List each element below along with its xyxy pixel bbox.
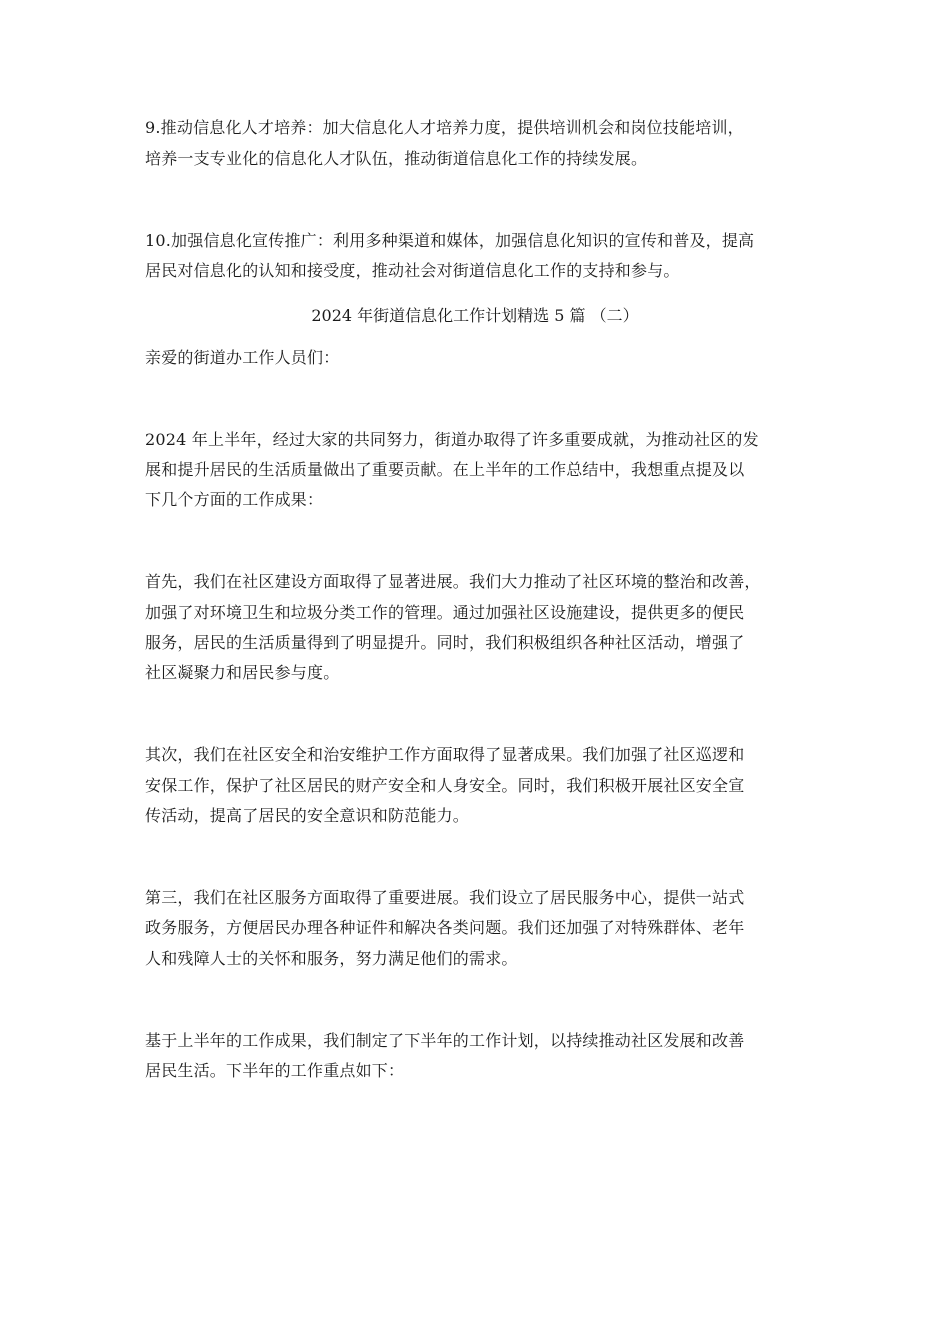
text-line: 基于上半年的工作成果，我们制定了下半年的工作计划，以持续推动社区发展和改善	[145, 1031, 745, 1050]
text-line: 加强了对环境卫生和垃圾分类工作的管理。通过加强社区设施建设，提供更多的便民	[145, 603, 745, 622]
text-line: 2024 年上半年，经过大家的共同努力，街道办取得了许多重要成就，为推动社区的发	[145, 430, 759, 449]
text-line: 政务服务，方便居民办理各种证件和解决各类问题。我们还加强了对特殊群体、老年	[145, 918, 745, 937]
text-line: 10.加强信息化宣传推广：利用多种渠道和媒体，加强信息化知识的宣传和普及，提高	[145, 231, 755, 250]
text-line: 下几个方面的工作成果：	[145, 490, 324, 509]
text-line: 人和残障人士的关怀和服务，努力满足他们的需求。	[145, 949, 518, 968]
text-line: 首先，我们在社区建设方面取得了显著进展。我们大力推动了社区环境的整治和改善，	[145, 572, 761, 591]
text-line: 展和提升居民的生活质量做出了重要贡献。在上半年的工作总结中，我想重点提及以	[145, 460, 745, 479]
text-line: 居民对信息化的认知和接受度，推动社会对街道信息化工作的支持和参与。	[145, 261, 680, 280]
section-title: 2024 年街道信息化工作计划精选 5 篇 （二）	[311, 306, 639, 325]
text-line: 9.推动信息化人才培养：加大信息化人才培养力度，提供培训机会和岗位技能培训，	[145, 118, 744, 137]
text-line: 服务，居民的生活质量得到了明显提升。同时，我们积极组织各种社区活动，增强了	[145, 633, 745, 652]
text-line: 居民生活。下半年的工作重点如下：	[145, 1061, 405, 1080]
text-line: 第三，我们在社区服务方面取得了重要进展。我们设立了居民服务中心，提供一站式	[145, 888, 745, 907]
text-line: 其次，我们在社区安全和治安维护工作方面取得了显著成果。我们加强了社区巡逻和	[145, 745, 745, 764]
text-line: 传活动，提高了居民的安全意识和防范能力。	[145, 806, 470, 825]
salutation: 亲爱的街道办工作人员们：	[145, 348, 340, 367]
text-line: 社区凝聚力和居民参与度。	[145, 663, 340, 682]
text-line: 培养一支专业化的信息化人才队伍，推动街道信息化工作的持续发展。	[145, 149, 648, 168]
text-line: 安保工作，保护了社区居民的财产安全和人身安全。同时，我们积极开展社区安全宣	[145, 776, 745, 795]
